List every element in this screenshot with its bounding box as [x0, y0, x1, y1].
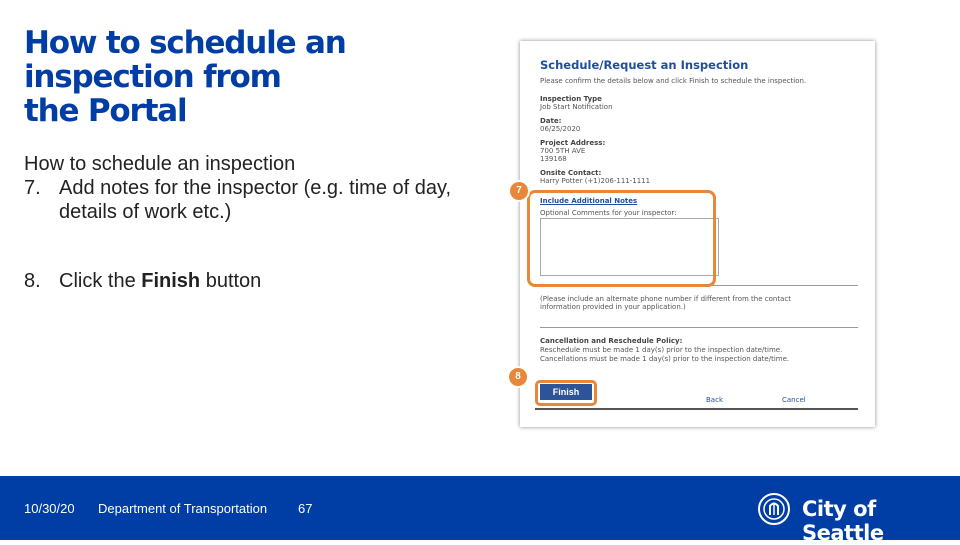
back-link[interactable]: Back: [706, 396, 723, 404]
seattle-logo-icon: [758, 493, 790, 525]
contact-label: Onsite Contact:: [540, 169, 602, 177]
form-heading: Schedule/Request an Inspection: [540, 58, 749, 72]
slide-title: [24, 26, 346, 128]
cancel-link[interactable]: Cancel: [782, 396, 806, 404]
divider: [535, 408, 858, 410]
step-number: 8.: [24, 270, 41, 292]
policy-label: Cancellation and Reschedule Policy:: [540, 337, 683, 345]
step-8: [24, 269, 464, 293]
city-of-seattle-logo-text: City of Seattle: [802, 497, 884, 545]
footer-department: Department of Transportation: [98, 501, 268, 516]
divider: [540, 327, 858, 328]
finish-button[interactable]: Finish: [540, 384, 592, 400]
date-value: 06/25/2020: [540, 125, 581, 133]
finish-emphasis: Finish: [141, 270, 201, 292]
instructions: [24, 152, 464, 293]
footer-page-number: 67: [298, 501, 313, 516]
policy-line: Cancellations must be made 1 day(s) prior to the inspection date/time.: [540, 355, 790, 363]
step-text: Add notes for the inspector (e.g. time of day, details of work etc.): [59, 177, 452, 223]
title-line: the Portal: [24, 93, 187, 129]
seattle-logo-icon: [760, 495, 788, 523]
inspection-type-value: Job Start Notification: [540, 103, 613, 111]
date-label: Date:: [540, 117, 562, 125]
title-line: How to schedule an: [24, 25, 346, 61]
callout-badge-7: 7: [508, 180, 530, 202]
instructions-subtitle: How to schedule an inspection: [24, 153, 296, 175]
inspection-type-label: Inspection Type: [540, 95, 602, 103]
notes-highlight: [527, 190, 716, 287]
include-notes-link[interactable]: Include Additional Notes: [540, 197, 638, 205]
step-text: Click the Finish button: [59, 270, 262, 292]
contact-value: Harry Potter (+1)206-111-1111: [540, 177, 651, 185]
step-7: [24, 176, 464, 224]
phone-note: (Please include an alternate phone number if different from the contact: [540, 295, 791, 303]
footer-date: 10/30/20: [24, 501, 75, 516]
form-intro: Please confirm the details below and click Finish to schedule the inspection.: [540, 77, 807, 85]
project-number: 139168: [540, 155, 567, 163]
address-value: 700 5TH AVE: [540, 147, 586, 155]
step-number: 7.: [24, 177, 41, 199]
callout-badge-8: 8: [507, 366, 529, 388]
comments-label: Optional Comments for your inspector:: [540, 209, 677, 217]
policy-line: Reschedule must be made 1 day(s) prior to the inspection date/time.: [540, 346, 783, 354]
address-label: Project Address:: [540, 139, 606, 147]
finish-highlight: [535, 380, 597, 406]
title-line: inspection from: [24, 59, 281, 95]
phone-note: information provided in your application.): [540, 303, 686, 311]
